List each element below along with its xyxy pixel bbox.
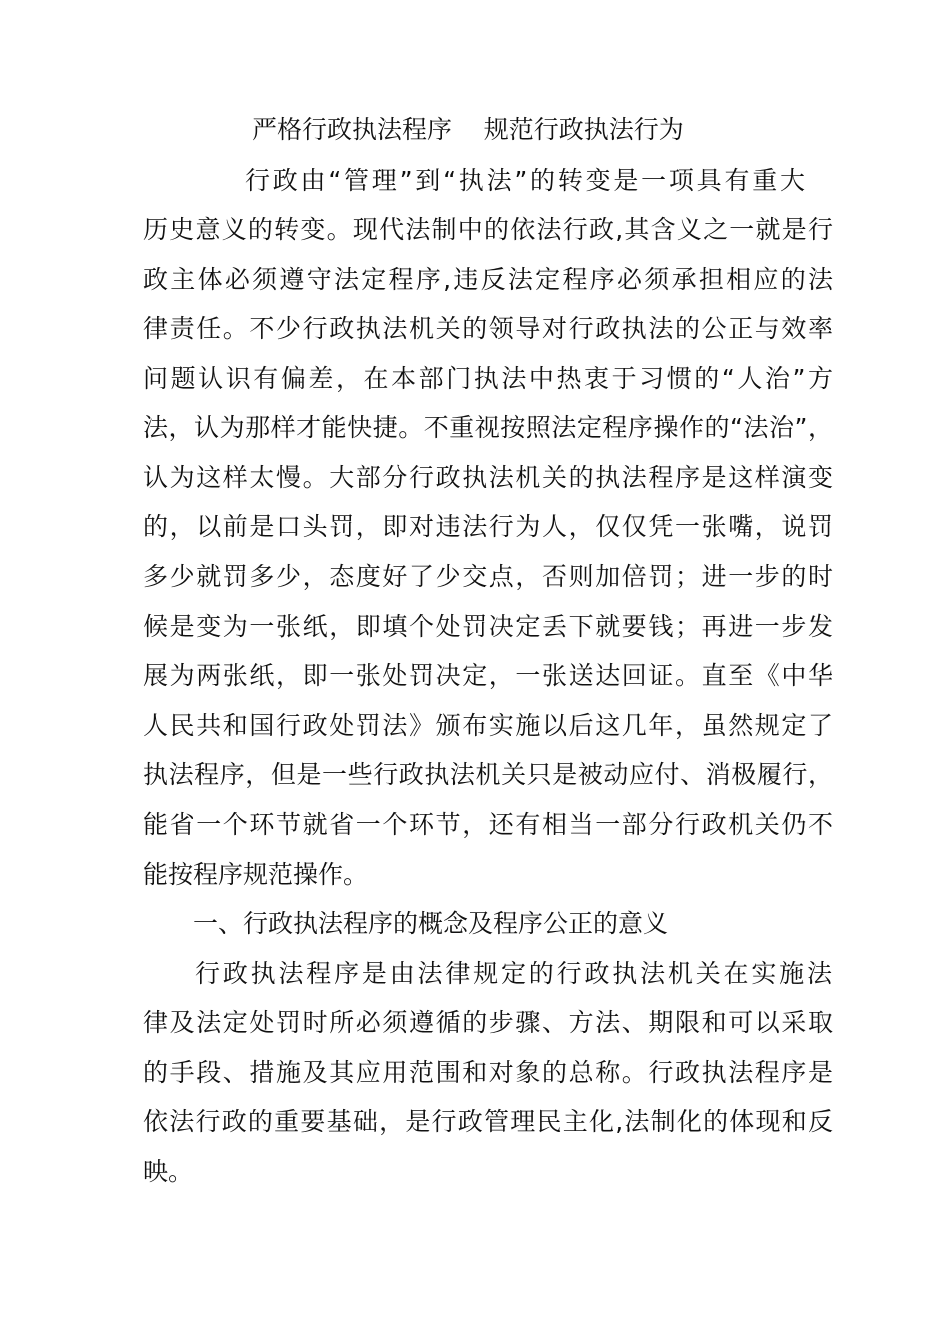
paragraph-line: 候是变为一张纸，即填个处罚决定丢下就要钱；再进一步发 — [143, 612, 833, 641]
paragraph-line: 多少就罚多少，态度好了少交点，否则加倍罚；进一步的时 — [143, 562, 833, 591]
paragraph-line: 依法行政的重要基础，是行政管理民主化,法制化的体现和反 — [143, 1107, 833, 1136]
document-title: 严格行政执法程序 规范行政执法行为 — [252, 115, 684, 144]
paragraph-line: 展为两张纸，即一张处罚决定，一张送达回证。直至《中华 — [143, 661, 833, 690]
section-heading: 一、行政执法程序的概念及程序公正的意义 — [193, 909, 669, 938]
paragraph-line: 行政执法程序是由法律规定的行政执法机关在实施法 — [195, 959, 832, 988]
paragraph-line: 执法程序，但是一些行政执法机关只是被动应付、消极履行， — [143, 760, 833, 789]
paragraph-line: 能按程序规范操作。 — [143, 860, 369, 889]
paragraph-line: 映。 — [143, 1157, 194, 1186]
paragraph-line: 的手段、措施及其应用范围和对象的总称。行政执法程序是 — [143, 1058, 833, 1087]
paragraph-line: 能省一个环节就省一个环节，还有相当一部分行政机关仍不 — [143, 810, 833, 839]
paragraph-line: 律责任。不少行政执法机关的领导对行政执法的公正与效率 — [143, 314, 833, 343]
paragraph-line: 法，认为那样才能快捷。不重视按照法定程序操作的“法治”， — [143, 413, 833, 442]
paragraph-line: 历史意义的转变。现代法制中的依法行政,其含义之一就是行 — [143, 215, 833, 244]
paragraph-line: 政主体必须遵守法定程序,违反法定程序必须承担相应的法 — [143, 265, 833, 294]
paragraph-line: 律及法定处罚时所必须遵循的步骤、方法、期限和可以采取 — [143, 1008, 833, 1037]
paragraph-line: 人民共和国行政处罚法》颁布实施以后这几年，虽然规定了 — [143, 711, 833, 740]
paragraph-line: 的，以前是口头罚，即对违法行为人，仅仅凭一张嘴，说罚 — [143, 512, 833, 541]
paragraph-line: 问题认识有偏差，在本部门执法中热衷于习惯的“人治”方 — [143, 364, 833, 393]
paragraph-line: 认为这样太慢。大部分行政执法机关的执法程序是这样演变 — [143, 463, 833, 492]
paragraph-line: 行政由“管理”到“执法”的转变是一项具有重大 — [245, 166, 805, 195]
